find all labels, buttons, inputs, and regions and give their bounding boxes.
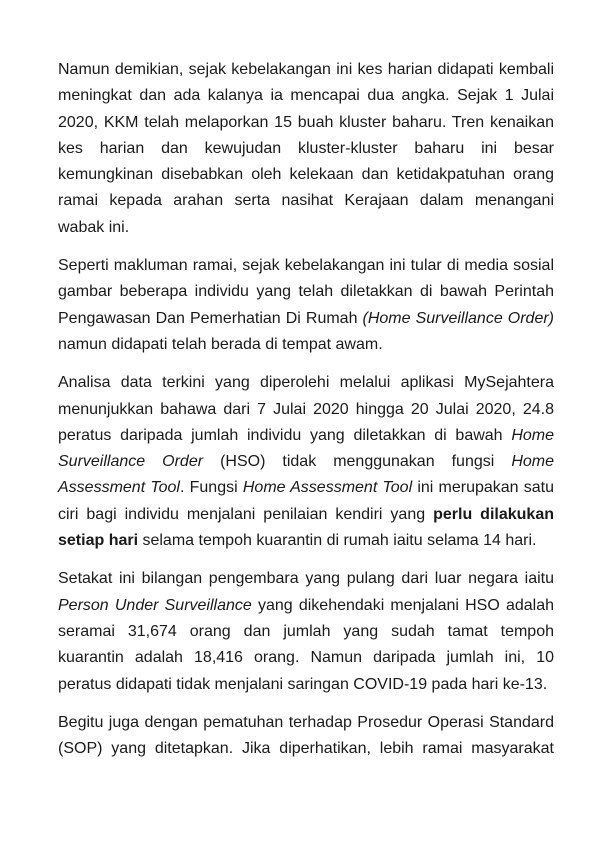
text-segment: yang dikehendaki menjalani HSO adalah seramai 31,674 orang dan jumlah yang sudah tamat tempoh kuarantin adalah 18,416 orang. Namun daripada jumlah ini, 10 peratus didapati tidak menjalani saringan COVID-19 pada hari ke-13. xyxy=(58,596,554,693)
text-segment: namun didapati telah berada di tempat awam. xyxy=(58,335,383,353)
document-page xyxy=(58,57,554,774)
italic-term: Home Assessment Tool xyxy=(58,453,554,497)
text-segment: . Fungsi xyxy=(180,479,243,497)
text-segment: Seperti makluman ramai, sejak kebelakangan ini tular di media sosial gambar beberapa individu yang telah diletakkan di bawah Perintah Pengawasan Dan Pemerhatian Di Rumah xyxy=(58,257,554,327)
italic-term: Home Surveillance Order xyxy=(58,426,554,471)
text-segment: selama tempoh kuarantin di rumah iaitu selama 14 hari. xyxy=(138,532,537,550)
text-segment: Begitu juga dengan pematuhan terhadap Prosedur Operasi Standard (SOP) yang ditetapkan. Jika diperhatikan, lebih ramai masyarakat xyxy=(58,713,554,758)
paragraph-4 xyxy=(58,566,554,697)
paragraph-1 xyxy=(58,57,554,241)
paragraph-5 xyxy=(58,710,554,763)
italic-term: Person Under Surveillance xyxy=(58,596,252,614)
text-segment: Setakat ini bilangan pengembara yang pulang dari luar negara iaitu xyxy=(58,570,554,588)
bold-emphasis: perlu dilakukan setiap hari xyxy=(58,505,554,550)
italic-term: Home Assessment Tool xyxy=(242,479,413,497)
text-segment: ini merupakan satu ciri bagi individu menjalani penilaian kendiri yang xyxy=(58,479,554,523)
text-segment: Namun demikian, sejak kebelakangan ini kes harian didapati kembali meningkat dan ada kalanya ia mencapai dua angka. Sejak 1 Julai 2020, KKM telah melaporkan 15 buah kluster baharu. Tren kenaikan kes harian dan kewujudan kluster-kluster baharu ini besar kemungkinan disebabkan oleh kelekaan dan ketidakpatuhan orang ramai kepada arahan serta nasihat Kerajaan dalam menangani wabak ini. xyxy=(58,61,554,236)
text-segment: Analisa data terkini yang diperolehi melalui aplikasi MySejahtera menunjukkan bahawa dari 7 Julai 2020 hingga 20 Julai 2020, 24.8 peratus daripada jumlah individu yang diletakkan di bawah xyxy=(58,374,554,444)
text-segment: (HSO) tidak menggunakan fungsi xyxy=(203,453,512,471)
paragraph-2 xyxy=(58,253,554,358)
italic-term: (Home Surveillance Order) xyxy=(362,309,555,327)
paragraph-3 xyxy=(58,370,554,554)
